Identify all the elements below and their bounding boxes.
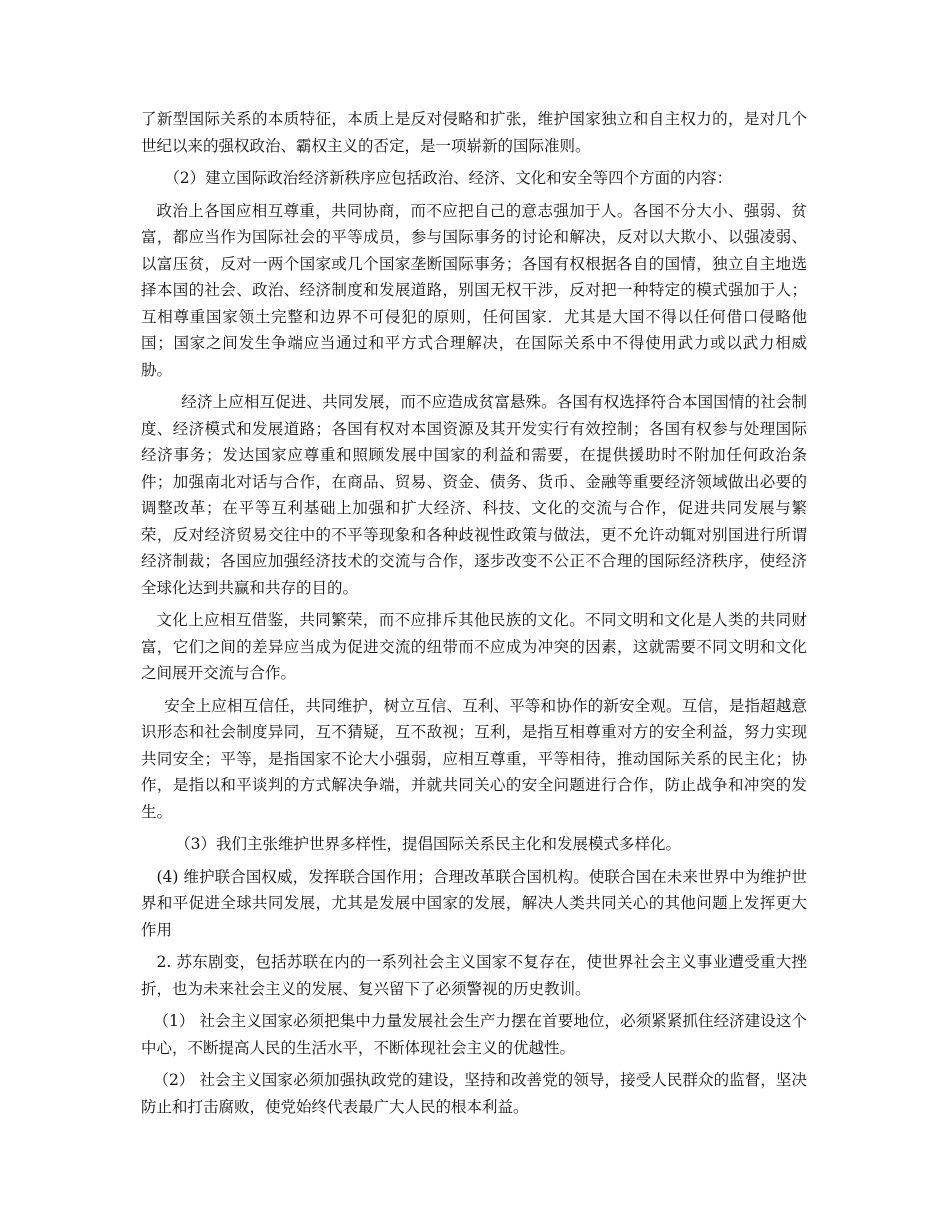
paragraph-economic: 经济上应相互促进、共同发展，而不应造成贫富悬殊。各国有权选择符合本国国情的社会制度、经济模式和发展道路；各国有权对本国资源及其开发实行有效控制；各国有权参与处理国际经济事务；发达国家应尊重和照顾发展中国家的利益和需要，在提供援助时不附加任何政治条件；加强南北对话与合作，在商品、贸易、资金、债务、货币、金融等重要经济领域做出必要的调整改革；在平等互利基础上加强和扩大经济、科技、文化的交流与合作，促进共同发展与繁荣，反对经济贸易交往中的不平等现象和各种歧视性政策与做法，更不允许动辄对别国进行所谓经济制裁；各国应加强经济技术的交流与合作，逐步改变不公正不合理的国际经济秩序，使经济全球化达到共赢和共存的目的。 bbox=[141, 393, 807, 597]
paragraph-point-4: (4) 维护联合国权威，发挥联合国作用；合理改革联合国机构。使联合国在未来世界中为维护世界和平促进全球共同发展，尤其是发展中国家的发展，解决人类共同关心的其他问题上发挥更大作用 bbox=[141, 867, 807, 939]
paragraph-section-2: 2. 苏东剧变，包括苏联在内的一系列社会主义国家不复存在，使世界社会主义事业遭受重大挫折，也为未来社会主义的发展、复兴留下了必须警视的历史教训。 bbox=[141, 953, 807, 998]
paragraph-cultural: 文化上应相互借鉴，共同繁荣，而不应排斥其他民族的文化。不同文明和文化是人类的共同财富，它们之间的差异应当成为促进交流的纽带而不应成为冲突的因素，这就需要不同文明和文化之间展开交流与合作。 bbox=[141, 611, 807, 682]
paragraph-lesson-2: （2） 社会主义国家必须加强执政党的建设，坚持和改善党的领导，接受人民群众的监督，坚决防止和打击腐败，使党始终代表最广大人民的根本利益。 bbox=[141, 1071, 807, 1116]
paragraph-point-3: （3）我们主张维护世界多样性，提倡国际关系民主化和发展模式多样化。 bbox=[175, 835, 681, 853]
paragraph-security: 安全上应相互信任，共同维护，树立互信、互利、平等和协作的新安全观。互信，是指超越意识形态和社会制度异同，互不猜疑，互不敌视；互利，是指互相尊重对方的安全利益，努力实现共同安全；平等，是指国家不论大小强弱，应相互尊重，平等相待，推动国际关系的民主化；协作，是指以和平谈判的方式解决争端，并就共同关心的安全问题进行合作，防止战争和冲突的发生。 bbox=[141, 696, 807, 821]
document-body bbox=[141, 106, 807, 1120]
paragraph-lesson-1: （1） 社会主义国家必须把集中力量发展社会生产力摆在首要地位，必须紧紧抓住经济建设这个中心，不断提高人民的生活水平，不断体现社会主义的优越性。 bbox=[141, 1012, 807, 1057]
paragraph-political: 政治上各国应相互尊重，共同协商，而不应把自己的意志强加于人。各国不分大小、强弱、贫富，都应当作为国际社会的平等成员，参与国际事务的讨论和解决，反对以大欺小、以强凌弱、以富压贫，反对一两个国家或几个国家垄断国际事务；各国有权根据各自的国情，独立自主地选择本国的社会、政治、经济制度和发展道路，别国无权干涉，反对把一种特定的模式强加于人；互相尊重国家领土完整和边界不可侵犯的原则，任何国家．尤其是大国不得以任何借口侵略他国；国家之间发生争端应当通过和平方式合理解决，在国际关系中不得使用武力或以武力相威胁。 bbox=[141, 201, 807, 379]
paragraph-intro-continuation: 了新型国际关系的本质特征，本质上是反对侵略和扩张，维护国家独立和自主权力的，是对几个世纪以来的强权政治、霸权主义的否定，是一项崭新的国际准则。 bbox=[141, 110, 807, 155]
paragraph-point-2-heading: （2）建立国际政治经济新秩序应包括政治、经济、文化和安全等四个方面的内容： bbox=[164, 169, 733, 187]
